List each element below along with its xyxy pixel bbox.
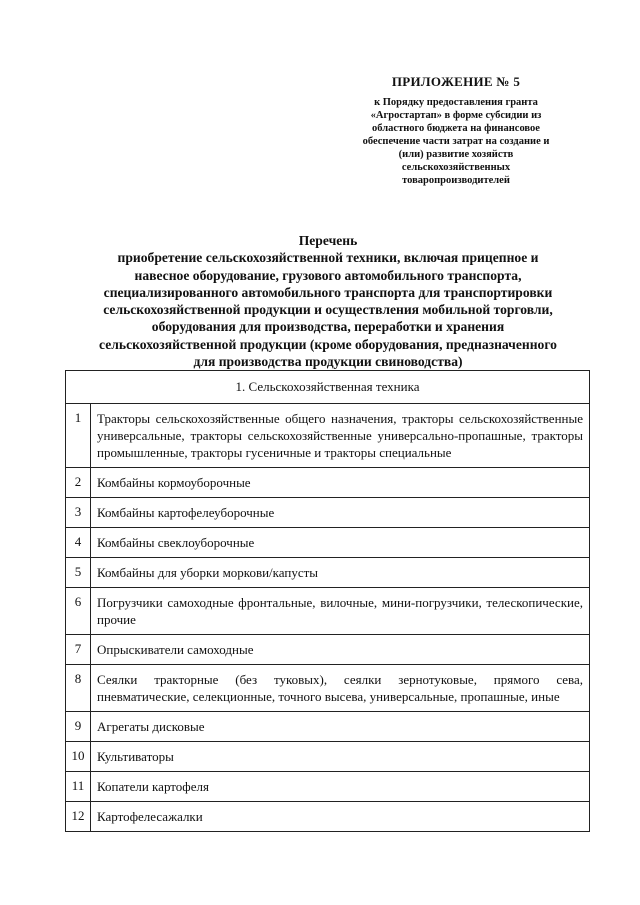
row-text: Копатели картофеля — [91, 772, 590, 802]
title-line: приобретение сельскохозяйственной техники, включая прицепное и — [117, 250, 539, 266]
table-row — [66, 404, 590, 468]
row-number: 11 — [66, 772, 91, 802]
row-text: Комбайны кормоуборочные — [91, 468, 590, 498]
row-number: 2 — [66, 468, 91, 498]
table-row — [66, 635, 590, 665]
row-text: Комбайны картофелеуборочные — [91, 498, 590, 528]
title-line: сельскохозяйственной продукции и осуществления мобильной торговли, — [103, 302, 553, 318]
equipment-table — [65, 370, 590, 832]
table-row — [66, 665, 590, 712]
appendix-line: к Порядку предоставления гранта — [374, 97, 538, 108]
row-text: Комбайны для уборки моркови/капусты — [91, 558, 590, 588]
title-line: навесное оборудование, грузового автомобильного транспорта, — [134, 267, 522, 283]
table-row — [66, 802, 590, 832]
table-row — [66, 468, 590, 498]
appendix-block — [336, 74, 576, 187]
table-row — [66, 712, 590, 742]
row-text: Опрыскиватели самоходные — [91, 635, 590, 665]
appendix-line: обеспечение части затрат на создание и — [362, 136, 550, 147]
row-number: 12 — [66, 802, 91, 832]
table-row — [66, 558, 590, 588]
row-number: 6 — [66, 588, 91, 635]
table-row — [66, 772, 590, 802]
appendix-heading: ПРИЛОЖЕНИЕ № 5 — [391, 74, 521, 89]
table-row — [66, 742, 590, 772]
row-text: Погрузчики самоходные фронтальные, вилочные, мини-погрузчики, телескопические, прочие — [91, 588, 590, 635]
table-row — [66, 528, 590, 558]
row-text: Комбайны свеклоуборочные — [91, 528, 590, 558]
table-row — [66, 588, 590, 635]
row-text: Культиваторы — [91, 742, 590, 772]
appendix-line: областного бюджета на финансовое — [372, 123, 540, 134]
appendix-line: сельскохозяйственных — [401, 162, 511, 173]
row-number: 8 — [66, 665, 91, 712]
section-header: 1. Сельскохозяйственная техника — [66, 371, 590, 404]
row-number: 1 — [66, 404, 91, 468]
appendix-line: «Агростартап» в форме субсидии из — [370, 110, 542, 121]
table-row — [66, 498, 590, 528]
appendix-subtitle — [336, 96, 576, 187]
appendix-line: товаропроизводителей — [402, 175, 510, 186]
row-number: 9 — [66, 712, 91, 742]
row-text: Тракторы сельскохозяйственные общего назначения, тракторы сельскохозяйственные универсальные, тракторы сельскохозяйственные универсально-пропашные, тракторы промышленные, тракторы гусеничные и тракторы специальные — [91, 404, 590, 468]
row-number: 10 — [66, 742, 91, 772]
row-number: 7 — [66, 635, 91, 665]
row-number: 3 — [66, 498, 91, 528]
title-line: оборудования для производства, переработки и хранения — [151, 319, 505, 335]
document-title — [66, 232, 590, 370]
title-line: сельскохозяйственной продукции (кроме оборудования, предназначенного — [99, 336, 557, 352]
row-text: Агрегаты дисковые — [91, 712, 590, 742]
row-number: 5 — [66, 558, 91, 588]
title-line: для производства продукции свиноводства) — [193, 354, 463, 370]
row-text: Сеялки тракторные (без туковых), сеялки зернотуковые, прямого сева, пневматические, селекционные, точного высева, универсальные, пропашные, иные — [91, 665, 590, 712]
appendix-line: (или) развитие хозяйств — [398, 149, 514, 160]
title-line: специализированного автомобильного транспорта для транспортировки — [103, 284, 553, 300]
title-word: Перечень — [298, 233, 358, 248]
row-text: Картофелесажалки — [91, 802, 590, 832]
row-number: 4 — [66, 528, 91, 558]
